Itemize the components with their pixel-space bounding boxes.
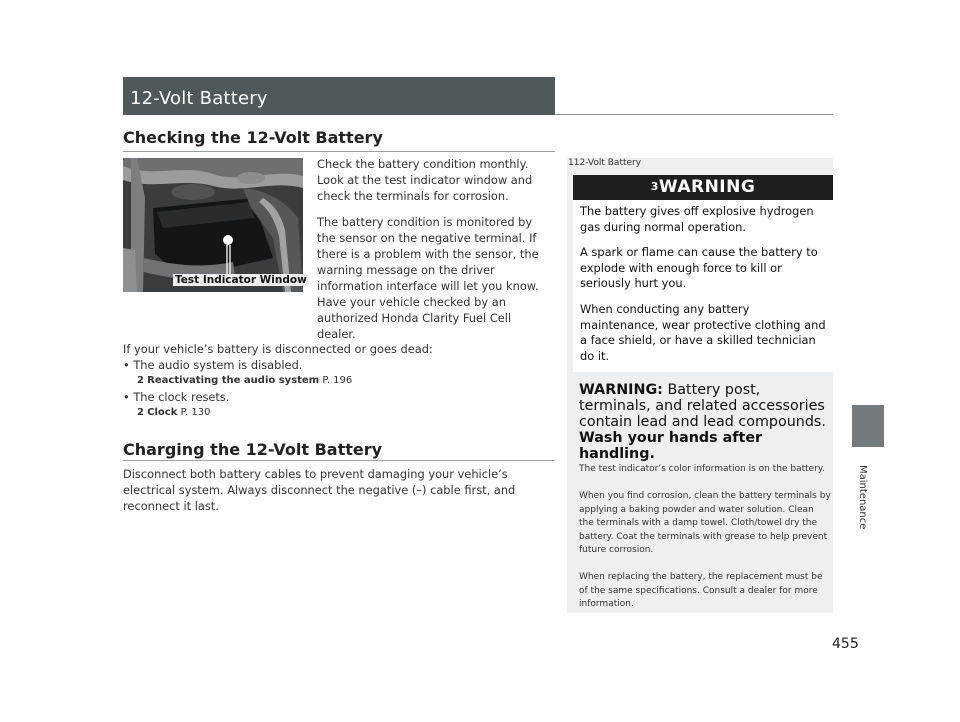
- sidebar-note: When you find corrosion, clean the battery terminals by applying a baking powder and water solution. Clean the terminals with a damp towel. Cloth/towel dry the battery. Coat the terminals with grease to help prevent future corrosion.: [579, 491, 831, 555]
- xref-reactivating-audio[interactable]: [137, 375, 352, 386]
- bullet-text: The clock resets.: [133, 390, 230, 404]
- xref-title: Clock: [147, 407, 178, 418]
- xref-page: P. 130: [180, 407, 211, 418]
- battery-photo-illustration: [123, 158, 303, 292]
- xref-arrow-icon: 2: [137, 375, 144, 386]
- checking-paragraph-1: Check the battery condition monthly. Look at the test indicator window and check the terminals for corrosion.: [317, 157, 533, 203]
- lead-warning: [579, 382, 831, 462]
- checking-heading-rule: [123, 151, 555, 152]
- lead-warning-text: Battery post, terminals, and related accessories contain lead and lead compounds.: [579, 382, 826, 430]
- warning-paragraph: When conducting any battery maintenance, wear protective clothing and a face shield, or have a skilled technician do it.: [580, 302, 826, 363]
- xref-title: Reactivating the audio system: [147, 375, 320, 386]
- bullet-text: The audio system is disabled.: [133, 358, 303, 372]
- charging-paragraph: Disconnect both battery cables to prevent damaging your vehicle’s electrical system. Always disconnect the negative (–) cable first, and reconnect it last.: [123, 467, 516, 513]
- lead-warning-emphasis: Wash your hands after handling.: [579, 430, 763, 462]
- xref-page: P. 196: [322, 375, 353, 386]
- battery-photo: [123, 158, 303, 292]
- xref-arrow-icon: 2: [137, 407, 144, 418]
- bullet-glyph: •: [123, 390, 130, 404]
- warning-header-text: 3WARNING: [650, 177, 756, 197]
- sidebar-marker-icon: 1: [568, 158, 574, 168]
- charging-heading-rule: [123, 460, 555, 461]
- warning-triangle-icon: 3: [650, 180, 659, 193]
- charging-heading: Charging the 12-Volt Battery: [123, 440, 383, 459]
- lead-warning-label: WARNING:: [579, 382, 663, 398]
- checking-paragraph-2: The battery condition is monitored by the sensor on the negative terminal. If there is a problem with the sensor, the warning message on the driver information interface will let you know. Have your vehicle checked by an authorized Honda Clarity Fuel Cell dealer.: [317, 215, 539, 341]
- sidebar-note: When replacing the battery, the replacement must be of the same specifications. Consult a dealer for more information.: [579, 572, 823, 609]
- bullet-glyph: •: [123, 358, 130, 372]
- bullet-item: [123, 389, 229, 405]
- bullet-item: [123, 357, 302, 373]
- sidebar-note: The test indicator’s color information is on the battery.: [579, 464, 825, 474]
- chapter-tab: [852, 405, 884, 447]
- checking-heading: Checking the 12-Volt Battery: [123, 128, 383, 147]
- battery-dead-intro: If your vehicle’s battery is disconnected or goes dead:: [123, 342, 433, 356]
- section-title: 12-Volt Battery: [130, 88, 268, 109]
- sidebar-title: 112-Volt Battery: [568, 158, 642, 168]
- section-rule: [555, 114, 833, 115]
- warning-paragraph: A spark or flame can cause the battery to explode with enough force to kill or seriously hurt you.: [580, 245, 818, 290]
- photo-callout-label: Test Indicator Window: [175, 274, 307, 286]
- warning-paragraph: The battery gives off explosive hydrogen gas during normal operation.: [580, 204, 814, 234]
- xref-clock[interactable]: [137, 407, 210, 418]
- page-number: 455: [832, 636, 859, 652]
- chapter-tab-label: Maintenance: [857, 465, 868, 530]
